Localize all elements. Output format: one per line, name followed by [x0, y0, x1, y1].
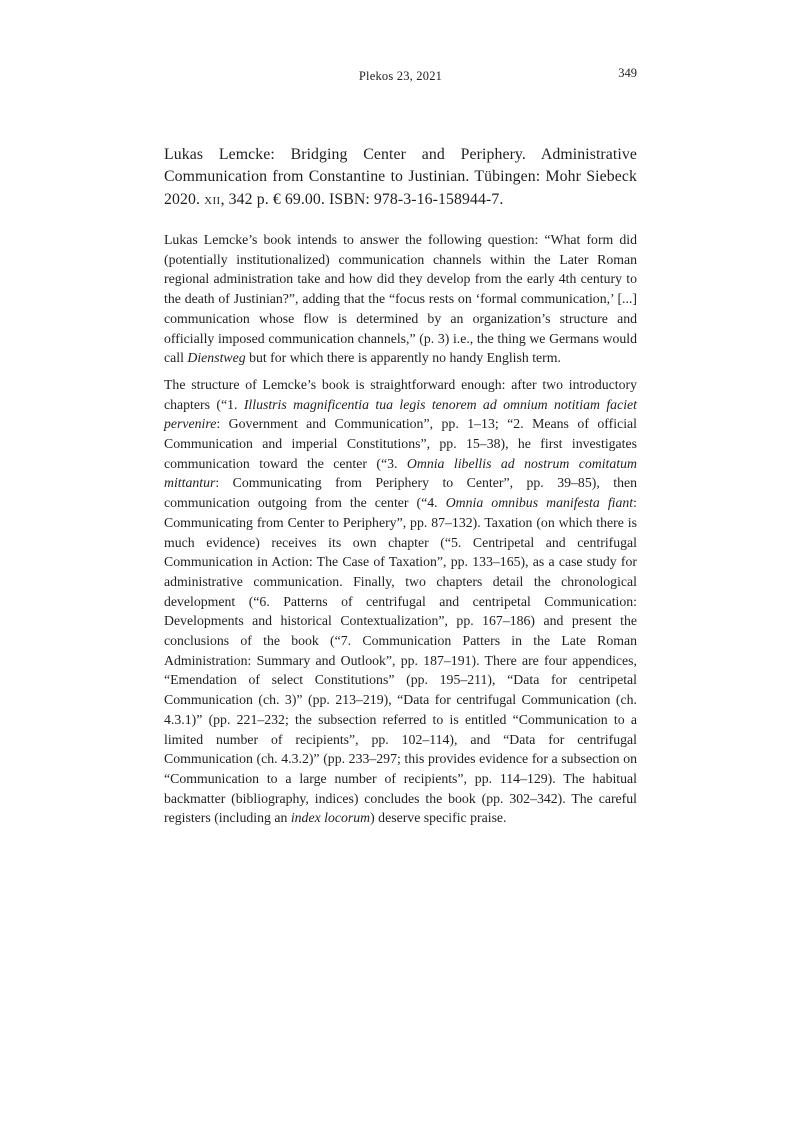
paragraph-intro: Lukas Lemcke’s book intends to answer the following question: “What form did (potentially institutionalized) communication channels within the Later Roman regional administration take and how did they develop from the early 4th century to the death of Justinian?”, adding that the “focus rests on ‘formal communication,’ [...] communication whose flow is determined by an organization’s structure and officially imposed communication channels,” (p. 3) i.e., the thing we Germans would call Dienstweg but for which there is apparently no handy English term. [164, 232, 637, 366]
journal-title: Plekos 23, 2021 [358, 69, 443, 83]
review-title: Lukas Lemcke: Bridging Center and Periphery. Administrative Communication from Constantine to Justinian. Tübingen: Mohr Siebeck 2020. xii, 342 p. € 69.00. ISBN: 978-3-16-158944-7. [164, 146, 637, 208]
review-body [164, 230, 637, 828]
paragraph-structure: The structure of Lemcke’s book is straightforward enough: after two introductory chapters (“1. Illustris magnificentia tua legis tenorem ad omnium notitiam faciet pervenire: Government and Communication”, pp. 1–13; “2. Means of official Communication and imperial Constitutions”, pp. 15–38), he first investigates communication toward the center (“3. Omnia libellis ad nostrum comitatum mittantur: Communicating from Periphery to Center”, pp. 39–85), then communication outgoing from the center (“4. Omnia omnibus manifesta fiant: Communicating from Center to Periphery”, pp. 87–132). Taxation (on which there is much evidence) receives its own chapter (“5. Centripetal and centrifugal Communication in Action: The Case of Taxation”, pp. 133–165), as a case study for administrative communication. Finally, two chapters detail the chronological development (“6. Patterns of centrifugal and centripetal Communication: Developments and historical Contextualization”, pp. 167–186) and present the conclusions of the book (“7. Communication Patters in the Late Roman Administration: Summary and Outlook”, pp. 187–191). There are four appendices, “Emendation of select Constitutions” (pp. 195–211), “Data for centripetal Communication (ch. 3)” (pp. 213–219), “Data for centrifugal Communication (ch. 4.3.1)” (pp. 221–232; the subsection referred to is entitled “Communication to a limited number of recipients”, pp. 102–114), and “Data for centrifugal Communication (ch. 4.3.2)” (pp. 233–297; this provides evidence for a subsection on “Communication to a large number of recipients”, pp. 114–129). The habitual backmatter (bibliography, indices) concludes the book (pp. 302–342). The careful registers (including an index locorum) deserve specific praise. [164, 376, 637, 826]
page-number: 349 [618, 66, 637, 80]
running-header [164, 68, 637, 84]
